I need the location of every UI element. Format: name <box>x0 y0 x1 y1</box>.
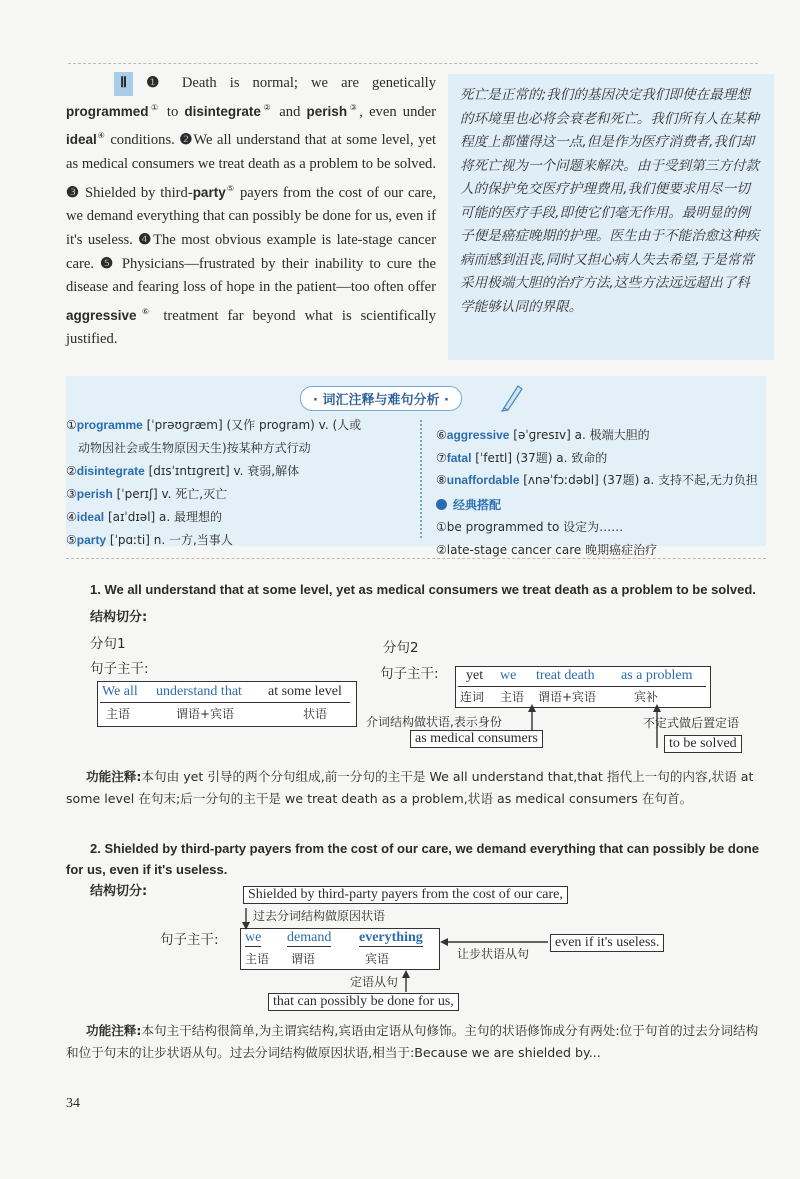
vocab-definition: [aɪˈdɪəl] a. 最理想的 <box>104 510 223 524</box>
collocation-heading <box>436 494 776 517</box>
section-divider <box>66 558 766 559</box>
vocab-definition: [ˈpɑːti] n. 一方,当事人 <box>106 533 233 547</box>
vocab-number: ⑧ <box>436 473 447 487</box>
passage-segment: The most obvious example is late-stage cancer care. <box>66 231 436 272</box>
sentence-number: ❸ <box>66 184 81 201</box>
clause-1-box <box>97 681 357 727</box>
relative-clause-box: that can possibly be done for us, <box>268 993 459 1011</box>
passage-segment: Death is normal; we are genetically <box>168 75 437 91</box>
collocation-item: ②late-stage cancer care 晚期癌症治疗 <box>436 542 658 557</box>
concessive-note: 让步状语从句 <box>457 947 530 961</box>
passage-segment: to <box>160 103 185 120</box>
vocab-headword: party <box>76 533 107 547</box>
vocab-item <box>66 506 406 529</box>
passage-segment: We all understand that at some level, yet as medical consumers we treat death as a problem to be solved. <box>66 132 436 172</box>
role-label: 谓语+宾语 <box>538 690 597 704</box>
vocab-headword: unaffordable <box>446 473 520 487</box>
clause-1-label: 分句1 <box>90 636 126 652</box>
passage-segment: payers from the cost of our care, we demand everything that can possibly be done for us, even if it's useless. <box>66 184 436 248</box>
passage-segment: Physicians—frustrated by their inability to cure the disease and fearing loss of hope in the patient—too often offer <box>66 255 437 296</box>
vocab-ref: ⑤ <box>225 183 236 193</box>
function-text: 本句由 yet 引导的两个分句组成,前一分句的主干是 We all understand that,that 指代上一句的内容,状语 at some level 在句末;后一分句的主干是 we treat death as a problem,状语 as medical consumers 在句首。 <box>66 769 754 806</box>
vocab-item <box>436 447 776 470</box>
vocab-word: ideal <box>66 132 97 148</box>
structure-label: 结构切分: <box>90 610 148 625</box>
main-clause-label: 句子主干: <box>160 932 219 948</box>
clause-part: we <box>245 930 262 945</box>
role-label: 谓语 <box>291 952 316 966</box>
vocab-headword: ideal <box>76 510 105 524</box>
collocation-item: ①be programmed to 设定为…… <box>436 520 624 534</box>
clause-part: we <box>500 668 517 683</box>
vocab-list-right <box>436 424 776 561</box>
vocab-ref: ② <box>260 102 274 112</box>
clause-part: demand <box>287 930 332 945</box>
clause-part: yet <box>466 668 484 683</box>
vocab-item <box>66 483 406 506</box>
vocab-number: ④ <box>66 510 77 524</box>
function-note-1 <box>66 766 768 810</box>
bullet-icon <box>436 499 447 510</box>
prep-note: 介词结构做状语,表示身份 <box>366 715 502 729</box>
vocab-word: aggressive <box>66 307 137 323</box>
relative-clause-note: 定语从句 <box>350 975 399 989</box>
paragraph-marker: Ⅱ <box>114 72 133 96</box>
underline <box>100 702 350 703</box>
vocab-word: perish <box>306 103 348 119</box>
role-label: 谓语+宾语 <box>176 707 235 721</box>
vocab-item <box>66 529 406 552</box>
vocab-definition: [dɪsˈɪntɪɡreɪt] v. 衰弱,解体 <box>144 464 300 478</box>
vocab-ref: ① <box>148 102 161 112</box>
participle-box: Shielded by third-party payers from the cost of our care, <box>243 886 568 904</box>
structure-label: 结构切分: <box>90 884 148 899</box>
vocab-number: ② <box>66 464 77 478</box>
vocab-definition: 动物因社会或生物原因天生)按某种方式行动 <box>78 441 311 455</box>
vocab-ref: ④ <box>96 131 106 141</box>
vocab-item <box>66 414 406 437</box>
clause-part: treat death <box>536 668 595 683</box>
passage-text <box>66 72 436 352</box>
clause-part: as a problem <box>621 668 693 683</box>
prep-phrase-box: as medical consumers <box>410 730 543 748</box>
vocab-item <box>436 469 776 492</box>
participle-note: 过去分词结构做原因状语 <box>253 909 386 923</box>
sentence-number: ❶ <box>146 75 169 91</box>
inf-phrase-box: to be solved <box>664 735 742 753</box>
vocab-item <box>436 424 776 447</box>
vocab-definition: [əˈɡresɪv] a. 极端大胆的 <box>509 428 650 442</box>
sentence-number: ❺ <box>100 255 116 272</box>
vocab-number: ① <box>66 418 77 432</box>
function-text: 本句主干结构很简单,为主谓宾结构,宾语由定语从句修饰。主句的状语修饰成分有两处:位于句首的过去分词结构和位于句末的让步状语从句。过去分词结构做原因状语,相当于:Because we are shielded by... <box>66 1023 759 1060</box>
main-clause-label: 句子主干: <box>380 666 439 682</box>
sentence-number: ❷ <box>179 132 194 149</box>
underline <box>458 686 706 687</box>
role-label: 连词 <box>460 690 485 704</box>
vocab-headword: perish <box>76 487 113 501</box>
role-label: 主语 <box>245 952 270 966</box>
vocab-number: ⑤ <box>66 533 77 547</box>
vocab-list-left <box>66 414 406 552</box>
role-label: 主语 <box>106 707 131 721</box>
vocab-number: ⑦ <box>436 450 447 465</box>
inf-note: 不定式做后置定语 <box>643 716 740 730</box>
sentence-number: ❹ <box>138 231 154 248</box>
vocab-definition: [ˈperɪʃ] v. 死亡,灭亡 <box>112 487 228 501</box>
passage-segment: and <box>273 103 307 120</box>
main-clause-label: 句子主干: <box>90 661 149 677</box>
vocab-definition: [ˈfeɪtl] (37题) a. 致命的 <box>471 450 608 465</box>
vocab-separator <box>420 420 422 538</box>
vocab-definition: [ʌnəˈfɔːdəbl] (37题) a. 支持不起,无力负担 <box>519 473 758 487</box>
vocab-word: disintegrate <box>184 103 261 119</box>
clause-part: at some level <box>268 684 342 699</box>
clause-part: We all <box>102 684 138 699</box>
page-number: 34 <box>66 1096 80 1111</box>
vocab-title: · 词汇注释与难句分析 · <box>300 386 462 411</box>
role-label: 宾补 <box>634 690 659 704</box>
vocab-ref: ③ <box>347 102 360 112</box>
pen-icon <box>500 382 526 412</box>
vocab-headword: fatal <box>446 450 472 465</box>
vocab-definition: [ˈprəʊɡræm] (又作 program) v. (人或 <box>142 418 362 432</box>
vocab-item <box>66 437 406 460</box>
function-label: 功能注释: <box>86 769 142 784</box>
vocab-word: party <box>192 184 226 200</box>
concessive-clause-box: even if it's useless. <box>550 934 664 952</box>
vocab-headword: aggressive <box>446 428 510 442</box>
vocab-word: programmed <box>66 103 149 119</box>
sentence-1: 1. We all understand that at some level, yet as medical consumers we treat death as a problem to be solved. <box>90 582 756 597</box>
role-label: 宾语 <box>365 952 390 966</box>
role-label: 主语 <box>500 690 525 704</box>
vocab-ref: ⑥ <box>136 306 155 316</box>
passage-segment: Shielded by third- <box>80 184 193 201</box>
collocation-title: 经典搭配 <box>453 497 502 512</box>
vocab-item <box>66 460 406 483</box>
passage-segment: , even under <box>359 103 437 120</box>
sentence-2: 2. Shielded by third-party payers from the cost of our care, we demand everything that can possibly be done for us, even if it's useless. <box>66 841 759 877</box>
passage-segment: treatment far beyond what is scientifically justified. <box>66 307 436 348</box>
clause-part: everything <box>359 930 423 945</box>
vocab-headword: disintegrate <box>76 464 145 478</box>
function-note-2 <box>66 1020 768 1064</box>
vocab-headword: programme <box>76 418 143 432</box>
function-label: 功能注释: <box>86 1023 142 1038</box>
passage-segment: conditions. <box>105 132 180 149</box>
role-label: 状语 <box>303 707 328 721</box>
vocab-number: ⑥ <box>436 428 447 442</box>
clause-2-label: 分句2 <box>383 640 419 656</box>
clause-part: understand that <box>156 684 242 699</box>
chinese-translation: 死亡是正常的;我们的基因决定我们即使在最理想的环境里也必将会衰老和死亡。我们所有人在某种程度上都懂得这一点,但是作为医疗消费者,我们却将死亡视为一个问题来解决。由于受到第三方付款人的保护免交医疗护理费用,我们便要求用尽一切可能的医疗手段,即使它们毫无作用。最明显的例子便是癌症晚期的护理。医生由于不能治愈这种疾病而感到沮丧,同时又担心病人失去希望,于是常常采用极端大胆的治疗方法,这些方法远远超出了科学能够认同的界限。 <box>448 74 774 360</box>
vocab-number: ③ <box>66 487 77 501</box>
top-divider <box>68 63 758 64</box>
